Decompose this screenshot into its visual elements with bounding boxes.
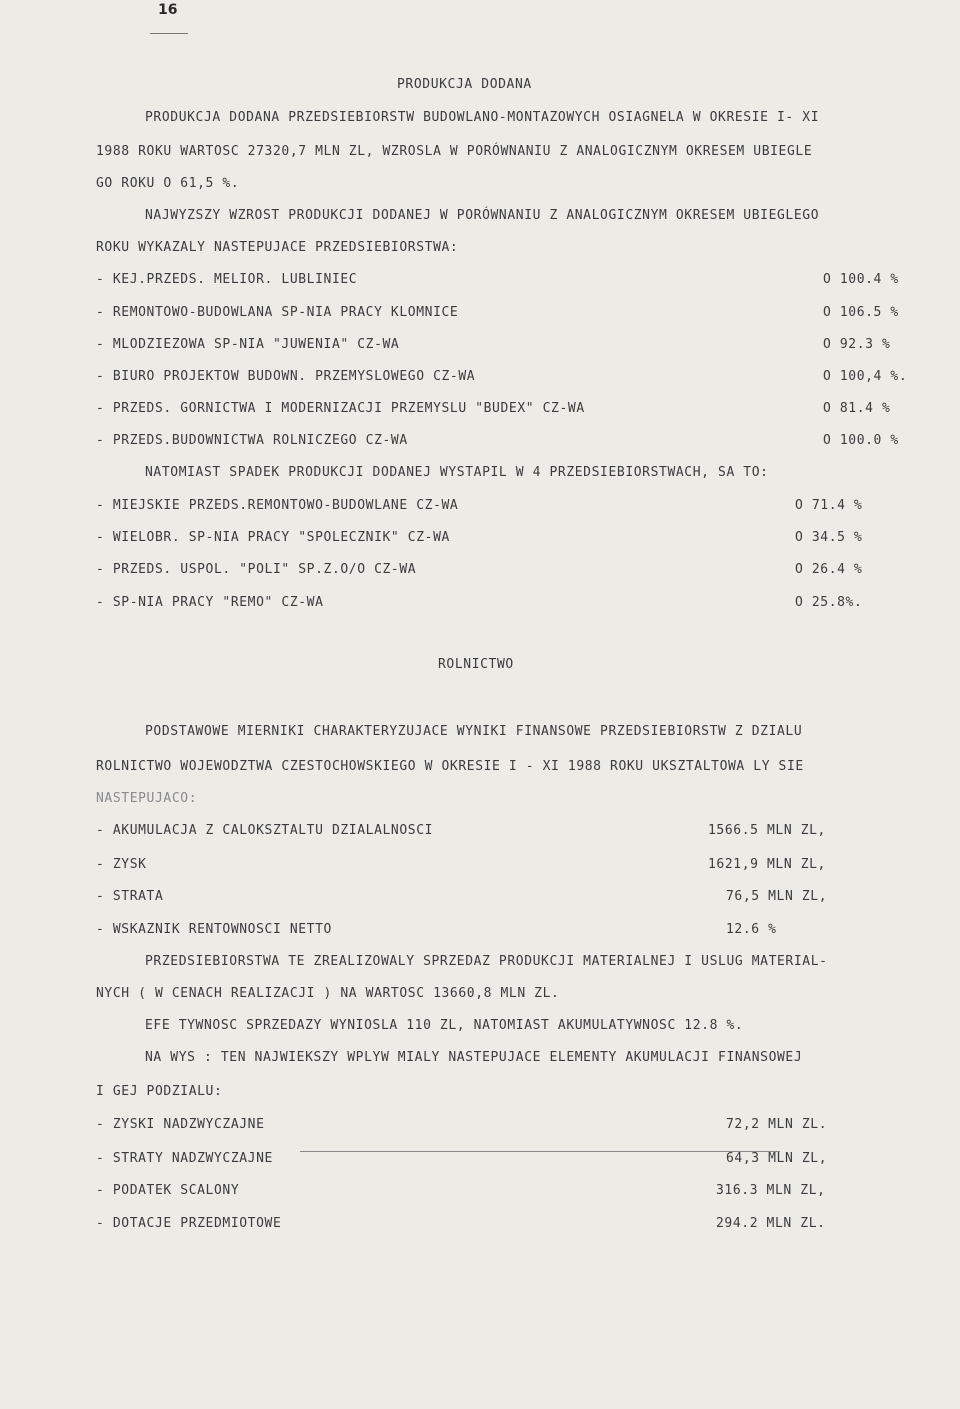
element-label: - DOTACJE PRZEDMIOTOWE bbox=[96, 1216, 282, 1231]
list-item-value: O 25.8%. bbox=[795, 595, 863, 610]
page-number: 16 bbox=[158, 2, 178, 18]
list-item-label: - MIEJSKIE PRZEDS.REMONTOWO-BUDOWLANE CZ-WA bbox=[96, 498, 459, 513]
paragraph-line: 1988 ROKU WARTOSC 27320,7 MLN ZL, WZROSLA W PORÓWNANIU Z ANALOGICZNYM OKRESEM UBIEGLE bbox=[96, 144, 813, 159]
paragraph-line: EFE TYWNOSC SPRZEDAZY WYNIOSLA 110 ZL, NATOMIAST AKUMULATYWNOSC 12.8 %. bbox=[145, 1018, 744, 1033]
list-item-label: - BIURO PROJEKTOW BUDOWN. PRZEMYSLOWEGO CZ-WA bbox=[96, 369, 476, 384]
metric-label: - AKUMULACJA Z CALOKSZTALTU DZIALALNOSCI bbox=[96, 823, 434, 838]
list-item-value: O 34.5 % bbox=[795, 530, 863, 545]
metric-label: - WSKAZNIK RENTOWNOSCI NETTO bbox=[96, 922, 332, 937]
metric-value: 1621,9 MLN ZL, bbox=[708, 857, 826, 872]
metric-label: - STRATA bbox=[96, 889, 164, 904]
paragraph-line: PRZEDSIEBIORSTWA TE ZREALIZOWALY SPRZEDAZ PRODUKCJI MATERIALNEJ I USLUG MATERIAL- bbox=[145, 954, 828, 969]
element-label: - PODATEK SCALONY bbox=[96, 1183, 240, 1198]
section-title-rolnictwo: ROLNICTWO bbox=[438, 657, 514, 672]
paragraph-line: NYCH ( W CENACH REALIZACJI ) NA WARTOSC 13660,8 MLN ZL. bbox=[96, 986, 560, 1001]
list-item-value: O 106.5 % bbox=[823, 305, 899, 320]
list-item-value: O 81.4 % bbox=[823, 401, 891, 416]
paragraph-line: PRODUKCJA DODANA PRZEDSIEBIORSTW BUDOWLANO-MONTAZOWYCH OSIAGNELA W OKRESIE I- XI bbox=[145, 110, 820, 125]
section-title-produkcja: PRODUKCJA DODANA bbox=[397, 77, 532, 92]
paragraph-line: NATOMIAST SPADEK PRODUKCJI DODANEJ WYSTAPIL W 4 PRZEDSIEBIORSTWACH, SA TO: bbox=[145, 465, 769, 480]
list-item-label: - PRZEDS. USPOL. "POLI" SP.Z.O/O CZ-WA bbox=[96, 562, 417, 577]
list-item-value: O 100,4 %. bbox=[823, 369, 908, 384]
element-value: 316.3 MLN ZL, bbox=[716, 1183, 826, 1198]
list-item-label: - PRZEDS.BUDOWNICTWA ROLNICZEGO CZ-WA bbox=[96, 433, 408, 448]
metric-value: 76,5 MLN ZL, bbox=[726, 889, 828, 904]
paragraph-line: GO ROKU O 61,5 %. bbox=[96, 176, 240, 191]
paragraph-line: NASTEPUJACO: bbox=[96, 791, 198, 806]
metric-value: 1566.5 MLN ZL, bbox=[708, 823, 826, 838]
list-item-label: - WIELOBR. SP-NIA PRACY "SPOLECZNIK" CZ-WA bbox=[96, 530, 450, 545]
handwritten-underline bbox=[150, 33, 188, 34]
element-value: 64,3 MLN ZL, bbox=[726, 1151, 828, 1166]
paragraph-line: NA WYS : TEN NAJWIEKSZY WPLYW MIALY NASTEPUJACE ELEMENTY AKUMULACJI FINANSOWEJ bbox=[145, 1050, 803, 1065]
list-item-value: O 100.0 % bbox=[823, 433, 899, 448]
list-item-label: - KEJ.PRZEDS. MELIOR. LUBLINIEC bbox=[96, 272, 358, 287]
list-item-value: O 71.4 % bbox=[795, 498, 863, 513]
paragraph-line: PODSTAWOWE MIERNIKI CHARAKTERYZUJACE WYNIKI FINANSOWE PRZEDSIEBIORSTW Z DZIALU bbox=[145, 724, 803, 739]
list-item-label: - REMONTOWO-BUDOWLANA SP-NIA PRACY KLOMNICE bbox=[96, 305, 459, 320]
list-item-label: - MLODZIEZOWA SP-NIA "JUWENIA" CZ-WA bbox=[96, 337, 400, 352]
divider bbox=[300, 1151, 780, 1152]
paragraph-line: ROLNICTWO WOJEWODZTWA CZESTOCHOWSKIEGO W OKRESIE I - XI 1988 ROKU UKSZTALTOWA LY SIE bbox=[96, 759, 804, 774]
element-label: - STRATY NADZWYCZAJNE bbox=[96, 1151, 273, 1166]
paragraph-line: NAJWYZSZY WZROST PRODUKCJI DODANEJ W PORÓWNANIU Z ANALOGICZNYM OKRESEM UBIEGLEGO bbox=[145, 208, 820, 223]
element-value: 72,2 MLN ZL. bbox=[726, 1117, 828, 1132]
element-value: 294.2 MLN ZL. bbox=[716, 1216, 826, 1231]
list-item-label: - SP-NIA PRACY "REMO" CZ-WA bbox=[96, 595, 324, 610]
list-item-label: - PRZEDS. GORNICTWA I MODERNIZACJI PRZEMYSLU "BUDEX" CZ-WA bbox=[96, 401, 585, 416]
element-label: - ZYSKI NADZWYCZAJNE bbox=[96, 1117, 265, 1132]
metric-label: - ZYSK bbox=[96, 857, 147, 872]
list-item-value: O 92.3 % bbox=[823, 337, 891, 352]
list-item-value: O 26.4 % bbox=[795, 562, 863, 577]
list-item-value: O 100.4 % bbox=[823, 272, 899, 287]
paragraph-line: I GEJ PODZIALU: bbox=[96, 1084, 223, 1099]
paragraph-line: ROKU WYKAZALY NASTEPUJACE PRZEDSIEBIORSTWA: bbox=[96, 240, 459, 255]
metric-value: 12.6 % bbox=[726, 922, 777, 937]
